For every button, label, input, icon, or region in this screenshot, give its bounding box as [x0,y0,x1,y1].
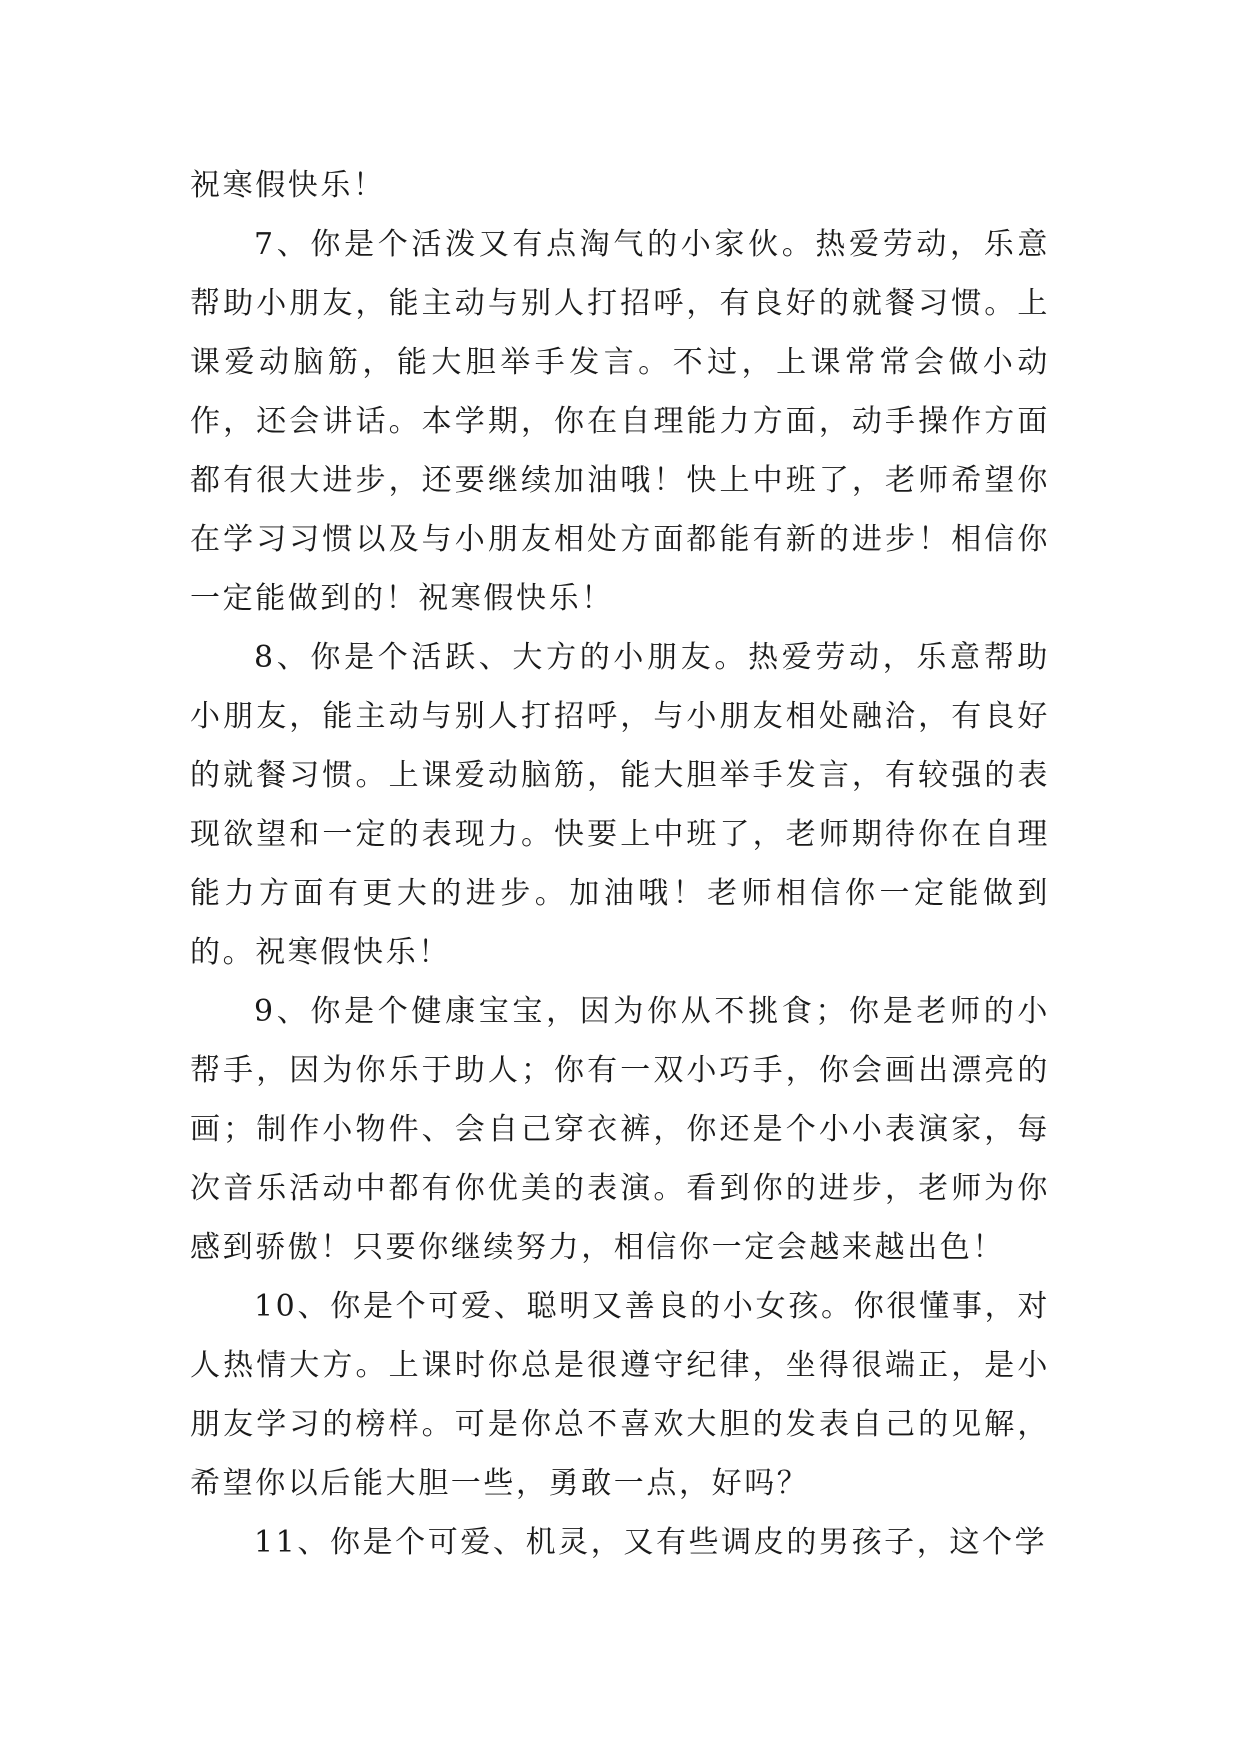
document-body [190,156,1050,1572]
paragraph-comment-11: 11、你是个可爱、机灵，又有些调皮的男孩子，这个学 [254,1525,1048,1560]
paragraph-comment-10: 10、你是个可爱、聪明又善良的小女孩。你很懂事，对人热情大方。上课时你总是很遵守纪律，坐得很端正，是小朋友学习的榜样。可是你总不喜欢大胆的发表自己的见解，希望你以后能大胆一些，勇敢一点，好吗？ [190,1289,1050,1501]
paragraph-continuation: 祝寒假快乐！ [190,168,386,203]
paragraph-comment-8: 8、你是个活跃、大方的小朋友。热爱劳动，乐意帮助小朋友，能主动与别人打招呼，与小朋友相处融洽，有良好的就餐习惯。上课爱动脑筋，能大胆举手发言，有较强的表现欲望和一定的表现力。快要上中班了，老师期待你在自理能力方面有更大的进步。加油哦！老师相信你一定能做到的。祝寒假快乐！ [190,640,1050,970]
paragraph-comment-7: 7、你是个活泼又有点淘气的小家伙。热爱劳动，乐意帮助小朋友，能主动与别人打招呼，有良好的就餐习惯。上课爱动脑筋，能大胆举手发言。不过，上课常常会做小动作，还会讲话。本学期，你在自理能力方面，动手操作方面都有很大进步，还要继续加油哦！快上中班了，老师希望你在学习习惯以及与小朋友相处方面都能有新的进步！相信你一定能做到的！祝寒假快乐！ [190,227,1050,616]
paragraph-comment-9: 9、你是个健康宝宝，因为你从不挑食；你是老师的小帮手，因为你乐于助人；你有一双小巧手，你会画出漂亮的画；制作小物件、会自己穿衣裤，你还是个小小表演家，每次音乐活动中都有你优美的表演。看到你的进步，老师为你感到骄傲！只要你继续努力，相信你一定会越来越出色！ [190,994,1050,1265]
